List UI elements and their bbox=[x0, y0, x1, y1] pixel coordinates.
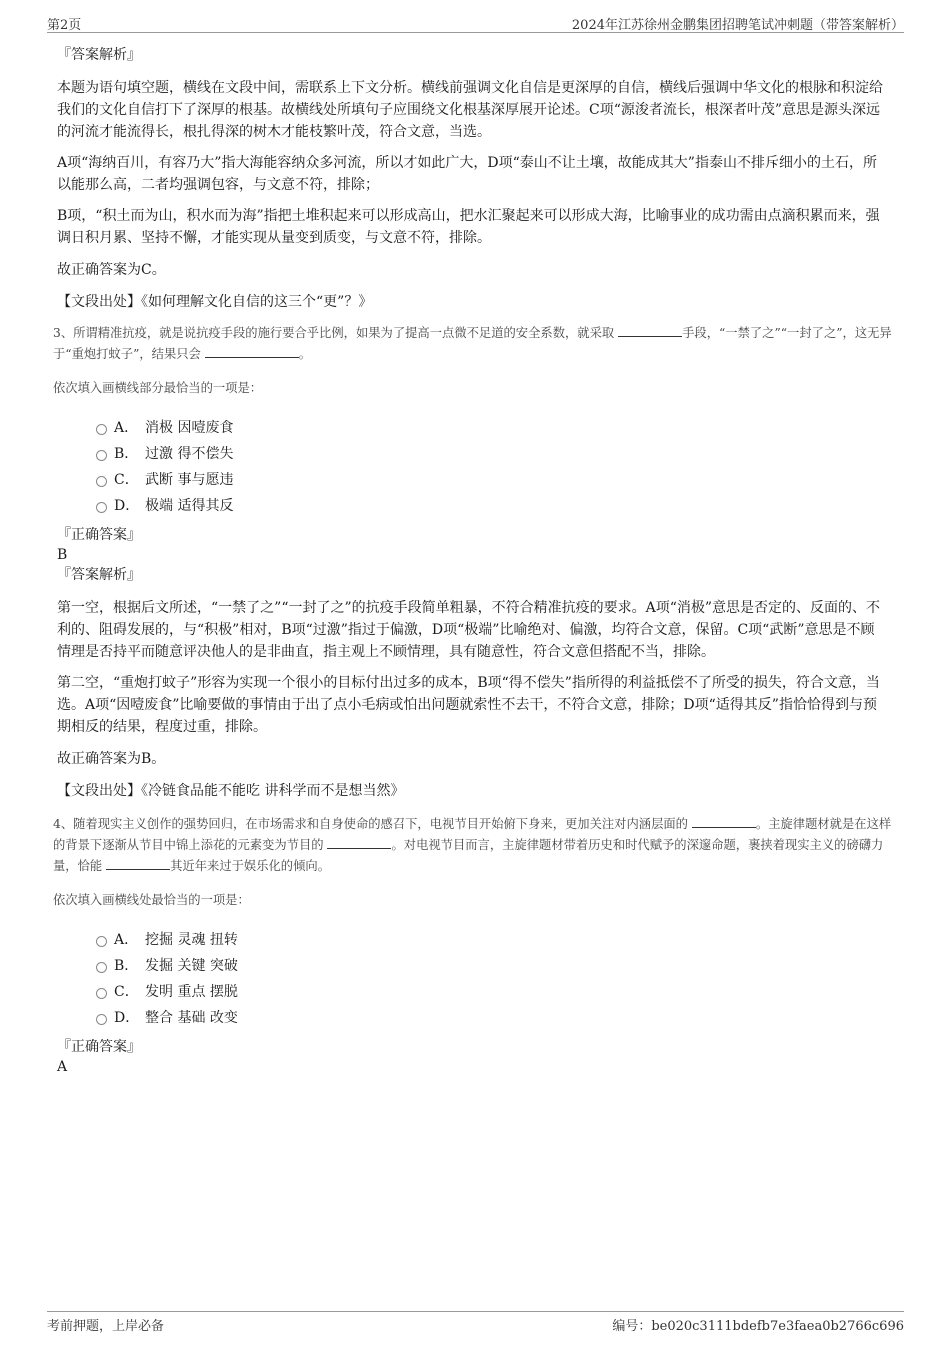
option-c[interactable]: C． 发明 重点 摆脱 bbox=[57, 979, 887, 1005]
analysis-tag: 『答案解析』 bbox=[57, 47, 141, 63]
page-number: 第2页 bbox=[47, 18, 82, 33]
correct-answer: A bbox=[57, 1059, 68, 1075]
radio-icon[interactable] bbox=[96, 450, 107, 461]
option-c[interactable]: C． 武断 事与愿违 bbox=[57, 467, 887, 493]
question-instruction: 依次填入画横线部分最恰当的一项是： bbox=[53, 381, 263, 395]
option-list bbox=[57, 415, 887, 519]
analysis-paragraph: 第二空，“重炮打蚊子”形容为实现一个很小的目标付出过多的成本，B项“得不偿失”指所得的利益抵偿不了所受的损失，符合文意，当选。A项“因噎废食”比喻要做的事情由于出了点小毛病或怕出问题就索性不去干，不符合文意，排除；D项“适得其反”指恰恰得到与预期相反的结果，程度过重，排除。 bbox=[57, 675, 880, 735]
question-4 bbox=[53, 814, 892, 1077]
passage-source: 【文段出处】《冷链食品能不能吃 讲科学而不是想当然》 bbox=[57, 783, 405, 799]
fill-blank bbox=[205, 345, 299, 358]
radio-icon[interactable] bbox=[96, 424, 107, 435]
previous-question-analysis bbox=[57, 44, 887, 313]
page-header bbox=[47, 14, 904, 33]
correct-answer-tag: 『正确答案』 bbox=[57, 1039, 141, 1055]
analysis-paragraph: 本题为语句填空题，横线在文段中间，需联系上下文分析。横线前强调文化自信是更深厚的自信，横线后强调中华文化的根脉和积淀给我们的文化自信打下了深厚的根基。故横线处所填句子应围绕文化根基深厚展开论述。C项“源浚者流长，根深者叶茂”意思是源头深远的河流才能流得长，根扎得深的树木才能枝繁叶茂，符合文意，当选。 bbox=[57, 80, 883, 140]
conclusion: 故正确答案为B。 bbox=[57, 751, 166, 767]
radio-icon[interactable] bbox=[96, 502, 107, 513]
passage-source: 【文段出处】《如何理解文化自信的这三个“更”？》 bbox=[57, 294, 373, 310]
question-instruction: 依次填入画横线处最恰当的一项是： bbox=[53, 893, 250, 907]
page-footer bbox=[47, 1311, 904, 1334]
option-d[interactable]: D． 整合 基础 改变 bbox=[57, 1005, 887, 1031]
fill-blank bbox=[692, 815, 756, 828]
radio-icon[interactable] bbox=[96, 936, 107, 947]
analysis-paragraph: B项，“积土而为山，积水而为海”指把土堆积起来可以形成高山，把水汇聚起来可以形成大海，比喻事业的成功需由点滴积累而来，强调日积月累、坚持不懈，才能实现从量变到质变，与文意不符，排除。 bbox=[57, 208, 880, 246]
conclusion: 故正确答案为C。 bbox=[57, 262, 166, 278]
option-b[interactable]: B． 过激 得不偿失 bbox=[57, 441, 887, 467]
radio-icon[interactable] bbox=[96, 988, 107, 999]
correct-answer-tag: 『正确答案』 bbox=[57, 527, 141, 543]
radio-icon[interactable] bbox=[96, 962, 107, 973]
option-d[interactable]: D． 极端 适得其反 bbox=[57, 493, 887, 519]
option-a[interactable]: A． 消极 因噎废食 bbox=[57, 415, 887, 441]
page-content bbox=[53, 44, 892, 1077]
question-stem: 4、随着现实主义创作的强势回归，在市场需求和自身使命的感召下，电视节目开始俯下身来，更加关注对内涵层面的 。主旋律题材就是在这样的背景下逐渐从节目中锦上添花的元素变为节目的 。对电视节目而言，主旋律题材带着历史和时代赋予的深邃命题，裹挟着现实主义的磅礴力量，恰能 其近年来过于娱乐化的倾向。 bbox=[53, 817, 892, 873]
question-stem: 3、所谓精准抗疫，就是说抗疫手段的施行要合乎比例，如果为了提高一点微不足道的安全系数，就采取 手段，“一禁了之”“一封了之”，这无异于“重炮打蚊子”，结果只会 。 bbox=[53, 326, 892, 361]
radio-icon[interactable] bbox=[96, 476, 107, 487]
option-b[interactable]: B． 发掘 关键 突破 bbox=[57, 953, 887, 979]
radio-icon[interactable] bbox=[96, 1014, 107, 1025]
fill-blank bbox=[327, 836, 391, 849]
document-code: 编号：be020c3111bdefb7e3faea0b2766c696 bbox=[612, 1319, 904, 1334]
fill-blank bbox=[106, 857, 170, 870]
option-a[interactable]: A． 挖掘 灵魂 扭转 bbox=[57, 927, 887, 953]
analysis-tag: 『答案解析』 bbox=[57, 567, 141, 583]
analysis-paragraph: A项“海纳百川，有容乃大”指大海能容纳众多河流，所以才如此广大，D项“泰山不让土壤，故能成其大”指泰山不排斥细小的土石，所以能那么高，二者均强调包容，与文意不符，排除； bbox=[57, 155, 877, 193]
option-list bbox=[57, 927, 887, 1031]
footer-slogan: 考前押题，上岸必备 bbox=[47, 1319, 165, 1334]
question-3 bbox=[53, 323, 892, 802]
analysis-paragraph: 第一空，根据后文所述，“一禁了之”“一封了之”的抗疫手段简单粗暴，不符合精准抗疫的要求。A项“消极”意思是否定的、反面的、不利的、阻碍发展的，与“积极”相对，B项“过激”指过于偏激，D项“极端”比喻绝对、偏激，均符合文意，保留。C项“武断”意思是不顾情理是否持平而随意评决他人的是非曲直，指主观上不顾情理，具有随意性，符合文意但搭配不当，排除。 bbox=[57, 600, 881, 660]
fill-blank bbox=[618, 324, 682, 337]
correct-answer: B bbox=[57, 547, 68, 563]
document-title: 2024年江苏徐州金鹏集团招聘笔试冲刺题（带答案解析） bbox=[571, 18, 904, 33]
